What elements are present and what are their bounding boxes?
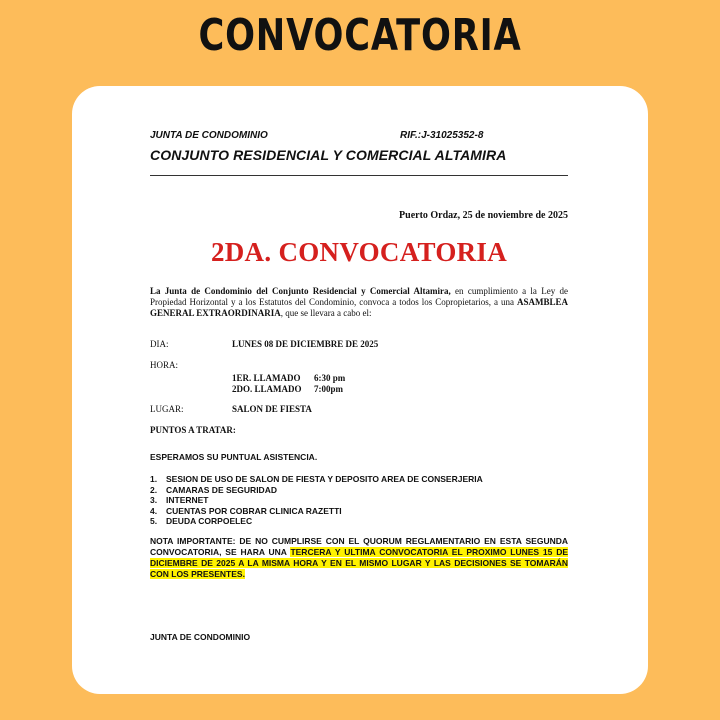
- list-item: [150, 506, 568, 517]
- list-item-text: CAMARAS DE SEGURIDAD: [166, 484, 277, 495]
- note-highlighted-text: TERCERA Y ULTIMA CONVOCATORIA EL PROXIMO LUNES 15 DE DICIEMBRE DE 2025 A LA MISMA HORA Y EN EL MISMO LUGAR Y LAS DECISIONES SE TOMARÁN CON LOS PRESENTES.: [150, 546, 569, 579]
- esperamos-line: ESPERAMOS SU PUNTUAL ASISTENCIA.: [150, 452, 318, 462]
- list-item: [150, 495, 568, 506]
- date-line: Puerto Ordaz, 25 de noviembre de 2025: [399, 210, 568, 221]
- list-item: [150, 485, 568, 496]
- list-item: [150, 474, 568, 485]
- hora-row: [150, 360, 568, 372]
- header-org: JUNTA DE CONDOMINIO: [150, 130, 268, 141]
- call-name: 2DO. LLAMADO: [232, 384, 302, 394]
- list-item-text: SESION DE USO DE SALON DE FIESTA Y DEPOSITO AREA DE CONSERJERIA: [166, 474, 483, 484]
- list-item: [150, 516, 568, 527]
- call-name: 1ER. LLAMADO: [232, 373, 301, 383]
- intro-text-2: , que se llevara a cabo el:: [280, 308, 372, 318]
- call-time: 7:00pm: [314, 384, 343, 394]
- signature: JUNTA DE CONDOMINIO: [150, 631, 251, 642]
- list-item-text: CUENTAS POR COBRAR CLINICA RAZETTI: [166, 505, 342, 516]
- call-row-2: [150, 384, 568, 395]
- important-note: [150, 536, 568, 580]
- list-item-number: 1.: [150, 474, 158, 484]
- call-time: 6:30 pm: [314, 373, 346, 383]
- call-row-1: [150, 373, 568, 384]
- intro-paragraph: [150, 286, 568, 319]
- lugar-label: LUGAR:: [150, 404, 184, 414]
- list-item-number: 3.: [150, 495, 158, 505]
- dia-label: DIA:: [150, 339, 169, 349]
- note-text: NOTA IMPORTANTE: DE NO CUMPLIRSE CON EL QUORUM REGLAMENTARIO EN ESTA SEGUNDA CONVOCATORIA, SE HARA UNA: [150, 535, 568, 557]
- list-item-number: 2.: [150, 484, 158, 495]
- hora-label: HORA:: [150, 360, 179, 370]
- list-item-text: DEUDA CORPOELEC: [166, 516, 253, 526]
- intro-bold-2: ASAMBLEA GENERAL EXTRAORDINARIA: [150, 297, 568, 318]
- list-item-number: 5.: [150, 516, 158, 526]
- header-line-1: [150, 130, 568, 144]
- header-divider: [150, 175, 568, 176]
- document-card: [72, 86, 648, 694]
- dia-value: LUNES 08 DE DICIEMBRE DE 2025: [232, 339, 379, 349]
- lugar-row: [150, 404, 568, 416]
- lugar-value: SALON DE FIESTA: [232, 404, 312, 414]
- puntos-label: PUNTOS A TRATAR:: [150, 425, 236, 435]
- page-banner-title: CONVOCATORIA: [198, 10, 522, 61]
- document: [150, 130, 568, 642]
- list-item-number: 4.: [150, 505, 158, 516]
- agenda-list: [150, 474, 568, 527]
- header-rif: RIF.:J-31025352-8: [400, 130, 484, 141]
- document-title: 2DA. CONVOCATORIA: [210, 237, 508, 267]
- header-name: CONJUNTO RESIDENCIAL Y COMERCIAL ALTAMIRA: [150, 147, 507, 163]
- dia-row: [150, 339, 568, 351]
- list-item-text: INTERNET: [166, 495, 209, 505]
- intro-text-1: en cumplimiento a la Ley de Propiedad Horizontal y a los Estatutos del Condominio, convoca a todos los Copropietarios, a una: [150, 286, 568, 307]
- intro-bold-1: La Junta de Condominio del Conjunto Residencial y Comercial Altamira,: [150, 286, 451, 296]
